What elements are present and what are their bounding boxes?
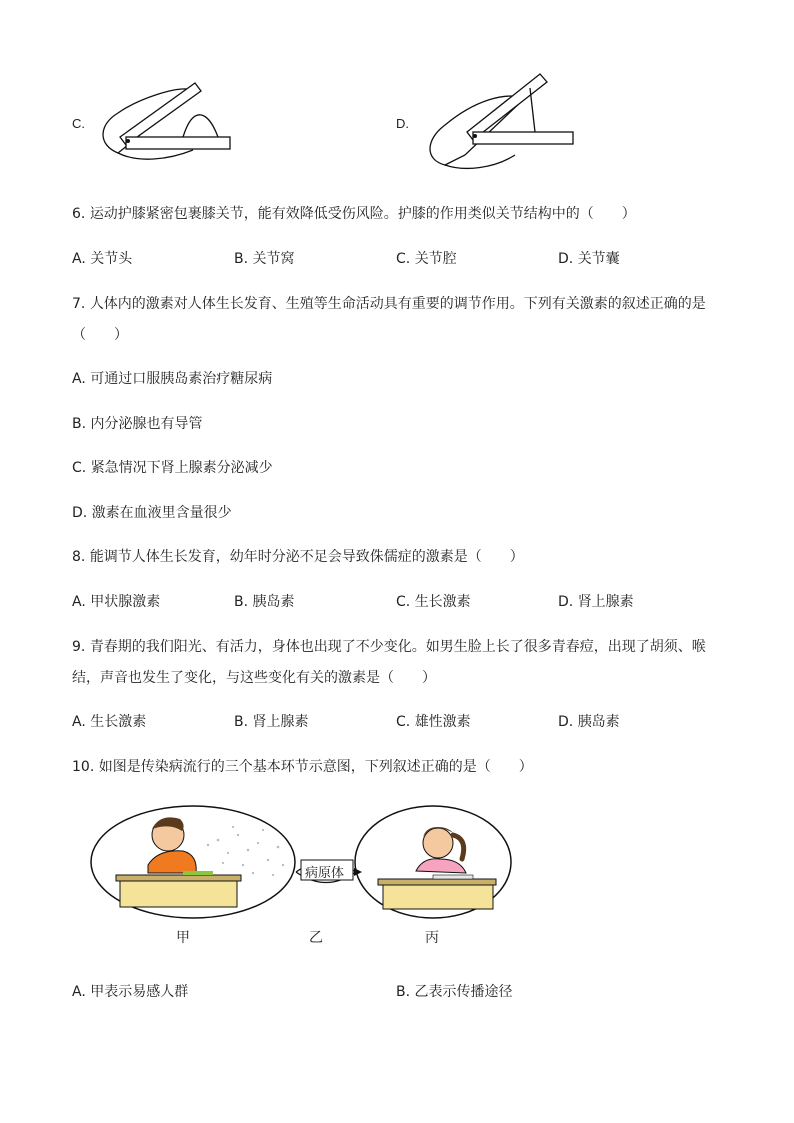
question-number: 7. (72, 296, 86, 312)
option-c: C. 雄性激素 (396, 714, 471, 730)
option-c: C. 生长激素 (396, 594, 471, 610)
option-a: A. 甲表示易感人群 (72, 984, 189, 1000)
question-text: 人体内的激素对人体生长发育、生殖等生命活动具有重要的调节作用。下列有关激素的叙述正确的是 (89, 296, 706, 312)
option-d: D. 激素在血液里含量很少 (72, 505, 232, 521)
option-d: D. 关节囊 (558, 251, 620, 267)
option-a: A. 关节头 (72, 251, 133, 267)
figure-d-label: D. (396, 116, 409, 131)
option-c: C. 关节腔 (396, 251, 457, 267)
option-a: A. 生长激素 (72, 714, 147, 730)
arrow-label: 病原体 (305, 866, 345, 881)
option-b: B. 乙表示传播途径 (396, 984, 513, 1000)
question-text: 如图是传染病流行的三个基本环节示意图，下列叙述正确的是（ ） (98, 759, 533, 775)
option-b: B. 胰岛素 (234, 594, 295, 610)
question-9 (72, 637, 706, 657)
question-7-continuation: （ ） (72, 327, 128, 343)
option-b: B. 关节窝 (234, 251, 295, 267)
option-a: A. 甲状腺激素 (72, 594, 161, 610)
question-number: 10. (72, 759, 95, 775)
figure-c-label: C. (72, 116, 85, 131)
question-number: 9. (72, 639, 86, 655)
question-text: 青春期的我们阳光、有活力，身体也出现了不少变化。如男生脸上长了很多青春痘，出现了胡须、喉 (89, 639, 706, 655)
question-text: 运动护膝紧密包裹膝关节，能有效降低受伤风险。护膝的作用类似关节结构中的（ ） (89, 206, 636, 222)
question-number: 8. (72, 549, 86, 565)
question-number: 6. (72, 206, 86, 222)
option-d: D. 肾上腺素 (558, 594, 634, 610)
question-text: 能调节人体生长发育，幼年时分泌不足会导致侏儒症的激素是（ ） (89, 549, 524, 565)
question-6 (72, 204, 636, 224)
figure-d-arm-diagram (425, 70, 580, 175)
label-jia: 甲 (176, 930, 190, 946)
question-8 (72, 547, 524, 567)
label-bing: 丙 (425, 930, 439, 946)
option-b: B. 肾上腺素 (234, 714, 309, 730)
option-b: B. 内分泌腺也有导管 (72, 416, 203, 432)
option-d: D. 胰岛素 (558, 714, 620, 730)
question-7 (72, 294, 706, 314)
option-c: C. 紧急情况下肾上腺素分泌减少 (72, 460, 273, 476)
question-10 (72, 757, 533, 777)
figure-c-arm-diagram (98, 75, 238, 170)
option-a: A. 可通过口服胰岛素治疗糖尿病 (72, 371, 273, 387)
label-yi: 乙 (309, 930, 323, 946)
question-9-continuation: 结，声音也发生了变化，与这些变化有关的激素是（ ） (72, 670, 436, 686)
